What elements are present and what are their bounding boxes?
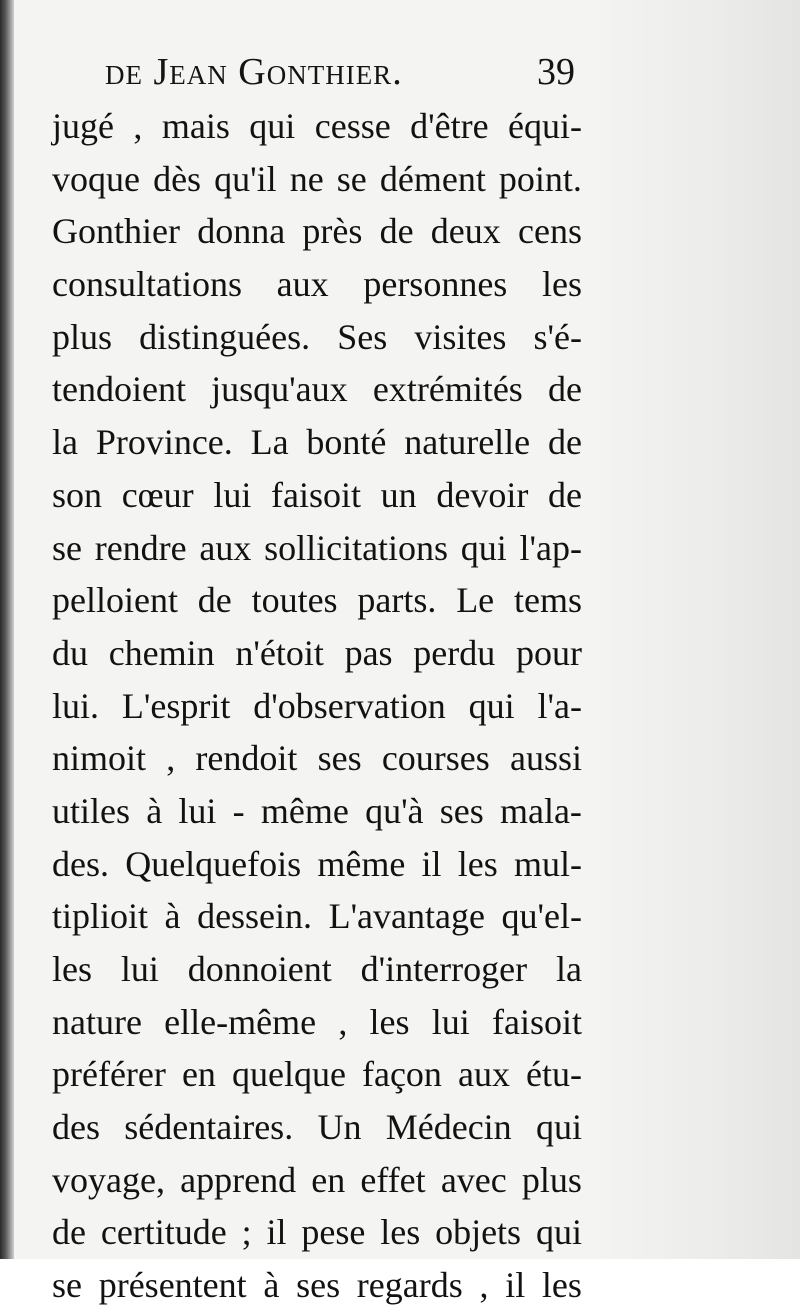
text-word: un	[380, 474, 417, 515]
text-line	[52, 627, 582, 680]
text-word: rendoit	[195, 738, 298, 779]
text-word: visites	[414, 316, 507, 357]
text-word: Un	[317, 1107, 362, 1148]
page-gutter-shadow	[0, 0, 14, 1259]
text-line	[52, 943, 582, 996]
text-word: pas	[344, 632, 393, 673]
text-line	[52, 311, 582, 364]
text-word: lui	[431, 1001, 470, 1042]
text-word: l'a-	[537, 685, 582, 726]
text-word: qui	[460, 527, 507, 568]
text-word: de	[547, 474, 582, 515]
text-word: présentent	[98, 1265, 247, 1306]
text-word: ne	[289, 158, 324, 199]
text-word: qui	[535, 1212, 582, 1253]
text-word: à	[263, 1265, 280, 1306]
text-word: les	[380, 1212, 421, 1253]
text-word: lui	[213, 474, 252, 515]
text-word: n'étoit	[235, 632, 324, 673]
text-line	[52, 1154, 582, 1207]
text-word: rendre	[94, 527, 187, 568]
text-line	[52, 153, 582, 206]
text-word: chemin	[108, 632, 215, 673]
text-word: consultations	[52, 264, 242, 305]
text-word: pour	[515, 632, 582, 673]
text-line	[52, 416, 582, 469]
text-word: la	[52, 422, 78, 463]
text-line	[52, 1048, 582, 1101]
text-word: façon	[361, 1054, 442, 1095]
text-word: la	[555, 949, 582, 989]
text-word: plus	[52, 316, 113, 357]
text-word: les	[52, 949, 92, 989]
text-word: L'avantage	[328, 896, 485, 937]
text-word: aux	[457, 1054, 510, 1095]
text-word: les	[457, 843, 498, 884]
text-word: pelloient	[52, 580, 178, 621]
text-word: lui	[120, 949, 159, 989]
text-word: aux	[199, 527, 252, 568]
text-word: ;	[241, 1212, 252, 1253]
text-word: mais	[161, 106, 230, 146]
text-word: devoir	[436, 474, 529, 515]
text-word: dessein.	[197, 896, 313, 937]
text-word: qu'el-	[501, 896, 582, 937]
text-word: jugé	[52, 106, 114, 146]
text-word: aux	[276, 264, 329, 305]
text-word: en	[311, 1159, 346, 1200]
text-word: ,	[133, 106, 143, 146]
text-word: toutes	[251, 580, 338, 621]
text-word: se	[52, 1265, 82, 1306]
text-word: ses	[439, 790, 484, 831]
text-word: La	[250, 422, 289, 463]
text-word: qu'à	[365, 790, 424, 831]
text-line	[52, 574, 582, 627]
text-word: mul-	[513, 843, 582, 884]
text-word: qu'il	[214, 158, 277, 199]
text-word: il	[421, 843, 442, 884]
text-word: aussi	[509, 738, 582, 779]
text-word: perdu	[413, 632, 496, 673]
page-header	[105, 44, 575, 100]
text-word: ,	[338, 1001, 348, 1042]
text-word: même	[260, 790, 349, 831]
text-word: extrémités	[372, 369, 523, 410]
text-word: lui.	[52, 685, 100, 726]
text-line	[52, 205, 582, 258]
text-word: jusqu'aux	[211, 369, 348, 410]
text-line	[52, 363, 582, 416]
text-word: ,	[479, 1265, 489, 1306]
text-word: s'é-	[533, 316, 582, 357]
text-line	[52, 838, 582, 891]
text-word: deux	[430, 211, 501, 252]
text-word: qui	[468, 685, 515, 726]
text-word: l'ap-	[519, 527, 582, 568]
text-word: tendoient	[52, 369, 186, 410]
text-word: des	[52, 1107, 100, 1148]
text-word: lui	[178, 790, 217, 831]
text-word: regards	[356, 1265, 463, 1306]
text-word: plus	[521, 1159, 582, 1200]
text-word: dément	[379, 158, 486, 199]
text-word: du	[52, 632, 88, 673]
text-word: étu-	[526, 1054, 582, 1095]
text-word: se	[52, 527, 82, 568]
text-word: de	[379, 211, 414, 252]
text-word: ses	[296, 1265, 341, 1306]
text-word: d'être	[410, 106, 489, 146]
text-word: Le	[456, 580, 495, 621]
text-word: d'observation	[253, 685, 446, 726]
text-line	[52, 996, 582, 1049]
text-word: tiplioit	[52, 896, 149, 937]
facing-page-bleed	[590, 0, 800, 1259]
text-word: ,	[166, 738, 176, 779]
text-word: dès	[153, 158, 202, 199]
text-line	[52, 469, 582, 522]
text-word: les	[369, 1001, 410, 1042]
text-word: les	[541, 1265, 582, 1306]
text-word: il	[266, 1212, 287, 1253]
text-word: naturelle	[404, 422, 531, 463]
text-word: à	[164, 896, 181, 937]
text-line	[52, 522, 582, 575]
text-word: cesse	[314, 106, 391, 146]
text-word: cœur	[121, 474, 194, 515]
text-word: personnes	[363, 264, 508, 305]
text-line	[52, 785, 582, 838]
text-word: des.	[52, 843, 109, 884]
text-word: elle-même	[164, 1001, 317, 1042]
text-word: ses	[317, 738, 362, 779]
text-word: les	[542, 264, 582, 305]
text-word: qui	[249, 106, 296, 146]
text-word: équi-	[508, 106, 582, 146]
text-word: de	[548, 369, 582, 410]
text-word: pese	[301, 1212, 366, 1253]
running-title: de Jean Gonthier.	[105, 51, 403, 93]
text-line	[52, 890, 582, 943]
text-word: utiles	[52, 790, 130, 831]
text-word: de	[547, 422, 582, 463]
text-line	[52, 258, 582, 311]
text-word: même	[317, 843, 406, 884]
text-word: Quelquefois	[125, 843, 302, 884]
text-word: tems	[513, 580, 582, 621]
text-word: voyage,	[52, 1159, 165, 1200]
text-word: mala-	[499, 790, 582, 831]
text-word: faisoit	[271, 474, 361, 515]
text-word: L'esprit	[121, 685, 231, 726]
text-word: en	[181, 1054, 216, 1095]
page-number: 39	[537, 51, 575, 93]
text-word: nimoit	[52, 738, 147, 779]
text-word: se	[336, 158, 367, 199]
text-word: parts.	[357, 580, 437, 621]
text-word: à	[146, 790, 163, 831]
text-word: bonté	[306, 422, 387, 463]
text-word: distinguées.	[139, 316, 311, 357]
text-line	[52, 100, 582, 153]
text-word: faisoit	[491, 1001, 582, 1042]
text-word: -	[232, 790, 245, 831]
text-line	[52, 1101, 582, 1154]
text-word: sédentaires.	[124, 1107, 294, 1148]
text-word: Ses	[337, 316, 388, 357]
text-word: cens	[518, 211, 582, 252]
text-line	[52, 732, 582, 785]
text-word: Gonthier	[52, 211, 180, 252]
text-word: certitude	[100, 1212, 227, 1253]
text-word: d'interroger	[360, 949, 528, 989]
text-line	[52, 680, 582, 733]
text-word: quelque	[231, 1054, 346, 1095]
body-text	[52, 100, 582, 1312]
text-word: avec	[440, 1159, 507, 1200]
text-line	[52, 1259, 582, 1312]
text-word: donna	[197, 211, 286, 252]
text-word: point.	[498, 158, 582, 199]
text-word: son	[52, 474, 103, 515]
text-word: préférer	[52, 1054, 166, 1095]
text-word: il	[505, 1265, 526, 1306]
text-line	[52, 1206, 582, 1259]
text-word: près	[302, 211, 363, 252]
text-word: sollicitations	[264, 527, 449, 568]
text-word: apprend	[180, 1159, 297, 1200]
text-word: voque	[52, 158, 140, 199]
text-word: effet	[360, 1159, 426, 1200]
text-word: Province.	[95, 422, 233, 463]
text-word: courses	[381, 738, 490, 779]
text-word: de	[52, 1212, 86, 1253]
text-word: objets	[435, 1212, 522, 1253]
text-word: donnoient	[187, 949, 332, 989]
text-word: qui	[535, 1107, 582, 1148]
text-word: Médecin	[385, 1107, 512, 1148]
text-word: de	[197, 580, 232, 621]
text-word: nature	[52, 1001, 142, 1042]
